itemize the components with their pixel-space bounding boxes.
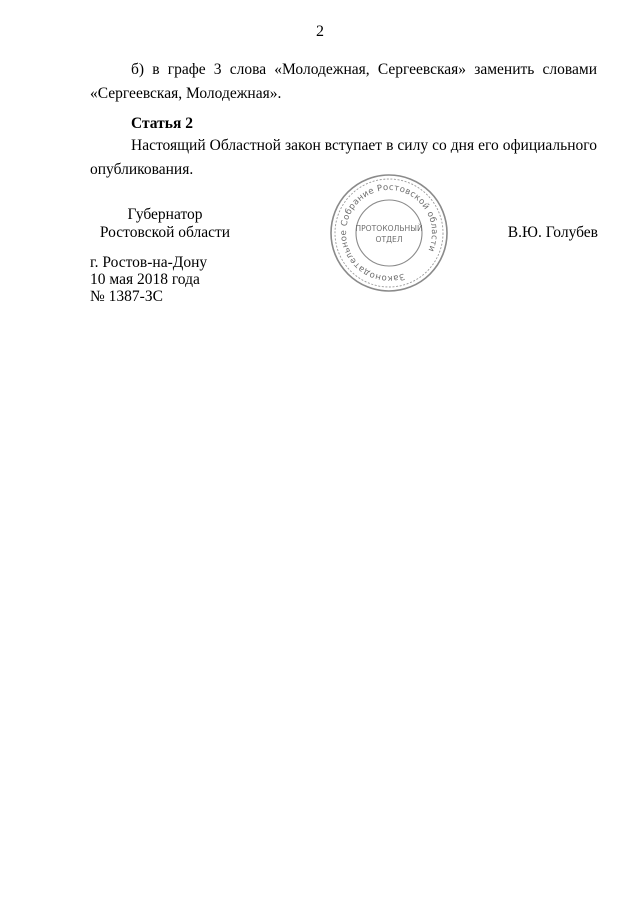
- seal-dotted-ring: [335, 179, 443, 287]
- article-2-text: Настоящий Областной закон вступает в силу со дня его официального опубликования.: [90, 137, 597, 178]
- signatory-title-line-2: Ростовской области: [99, 224, 231, 241]
- seal-inner-ring: [356, 200, 422, 266]
- page-number: 2: [316, 23, 324, 40]
- law-date: 10 мая 2018 года: [90, 271, 200, 288]
- seal-center-line-1: ПРОТОКОЛЬНЫЙ: [355, 224, 423, 233]
- signatory-title-line-1: Губернатор: [127, 206, 203, 223]
- seal-ring-text: Законодательное Собрание Ростовской области: [338, 182, 440, 284]
- signatory-title: [90, 206, 240, 242]
- place-date-number-block: [90, 254, 207, 305]
- law-number: № 1387-ЗС: [90, 288, 163, 305]
- article-heading: Статья 2: [131, 115, 193, 132]
- place-city: г. Ростов-на-Дону: [90, 254, 208, 271]
- official-seal-stamp: [328, 172, 450, 294]
- signatory-name: В.Ю. Голубев: [507, 224, 598, 241]
- paragraph-b: б) в графе 3 слова «Молодежная, Сергеевская» заменить словами «Сергеевская, Молодежная».: [90, 61, 597, 102]
- seal-center-line-2: ОТДЕЛ: [375, 235, 403, 244]
